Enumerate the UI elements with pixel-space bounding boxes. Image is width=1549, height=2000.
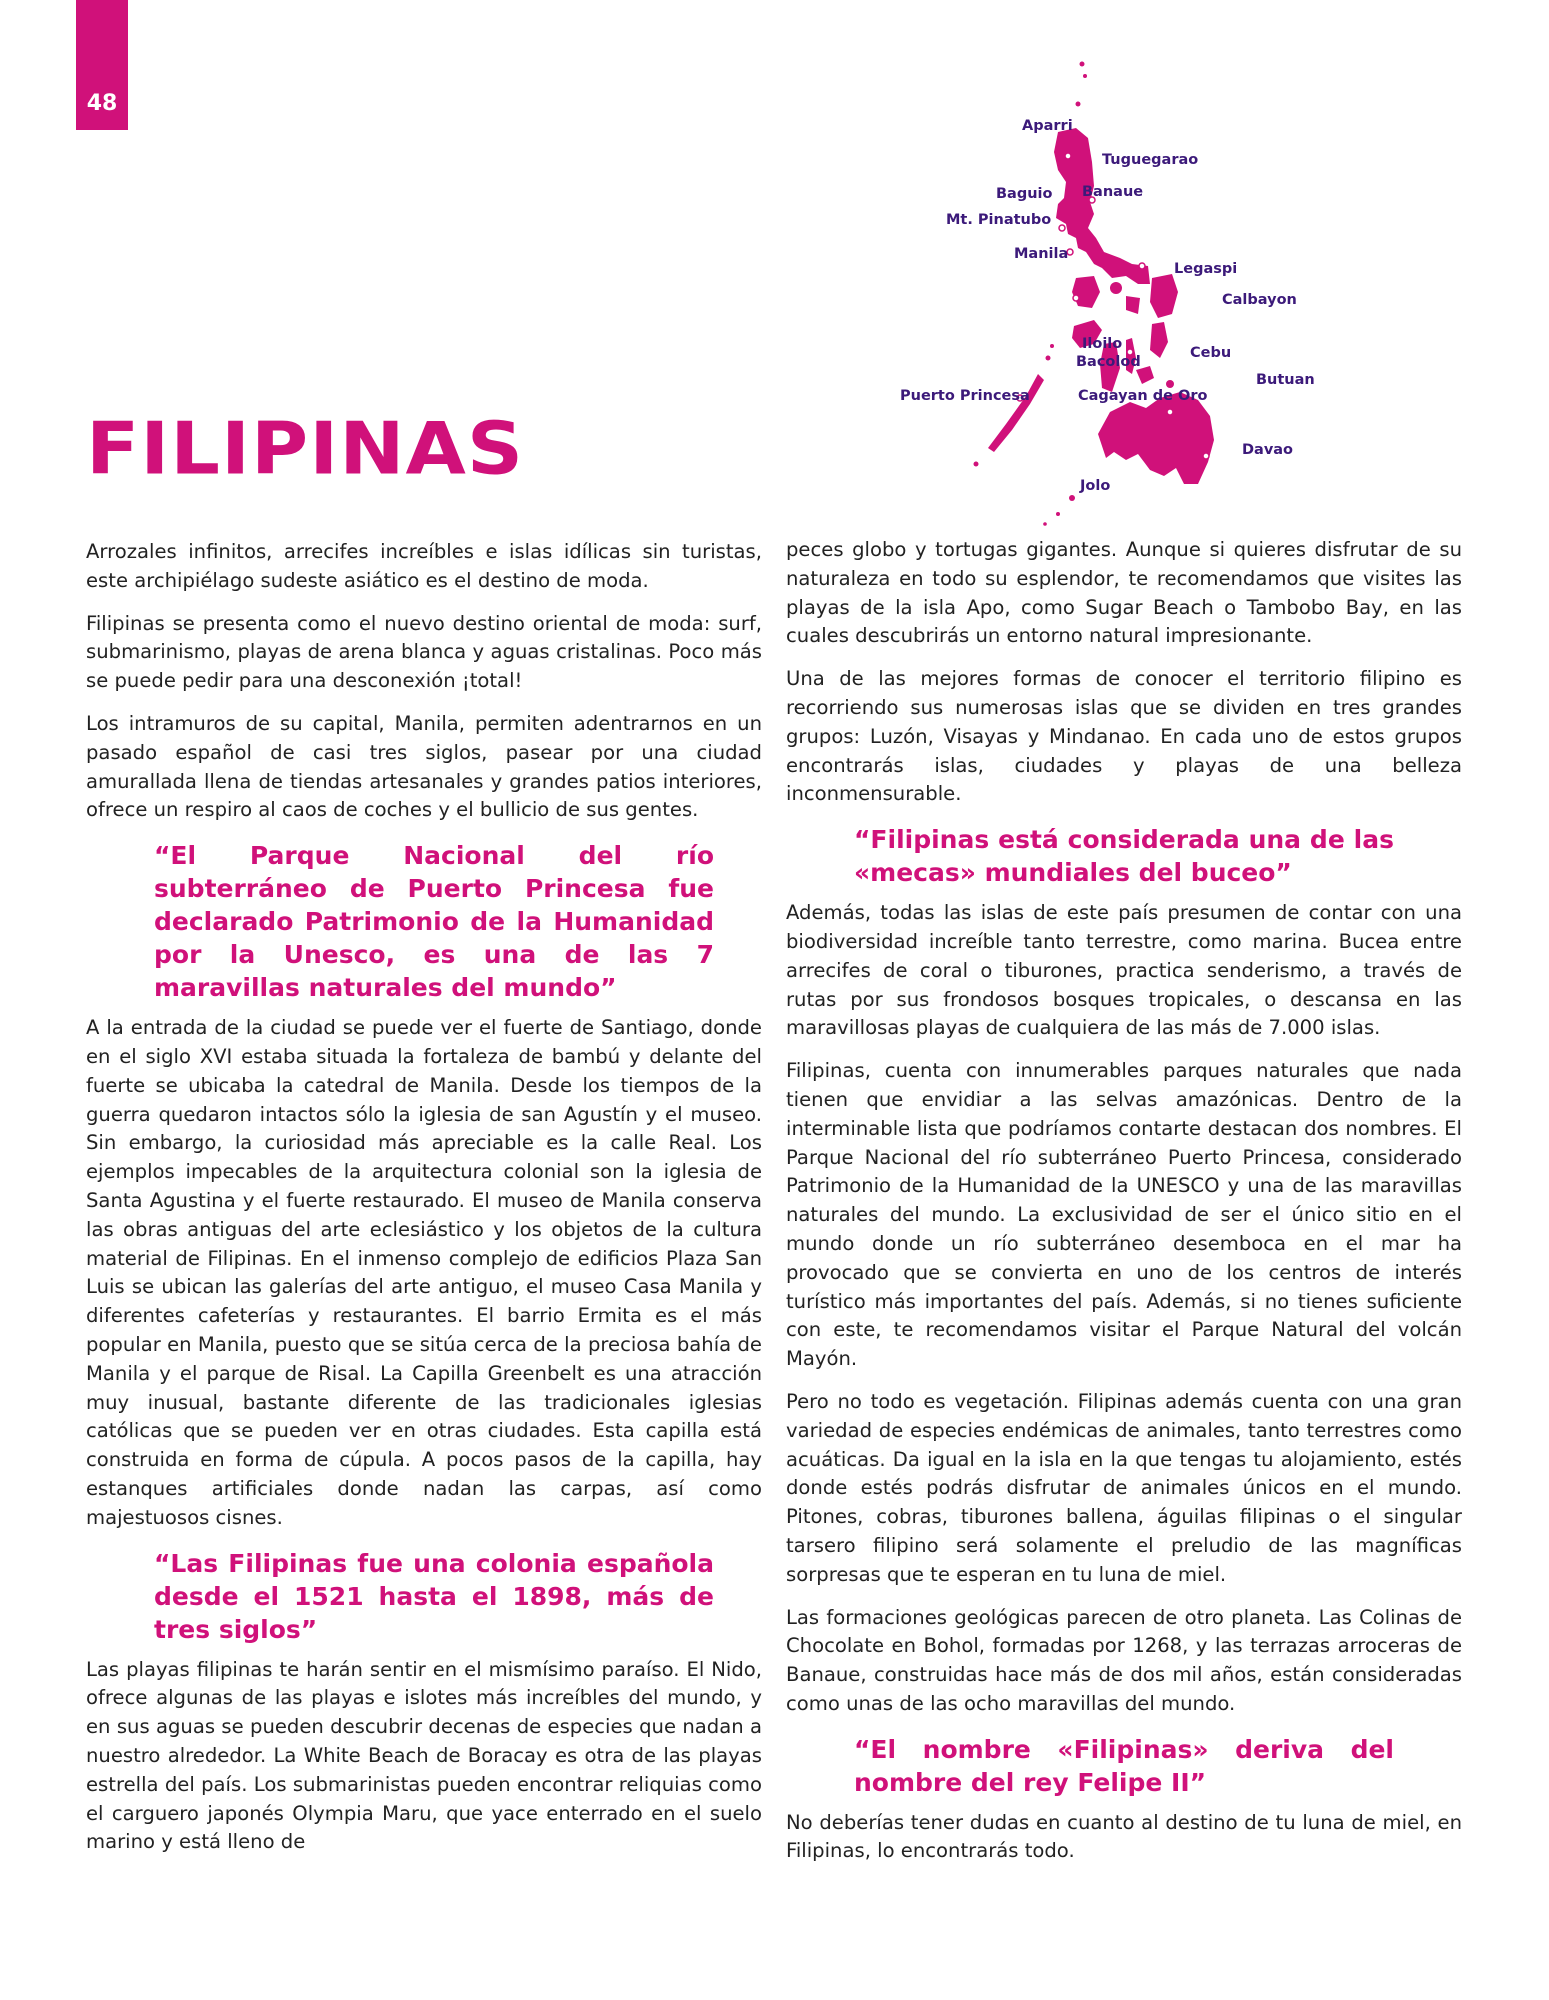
intro-paragraph: Arrozales infinitos, arrecifes increíbles e islas idílicas sin turistas, este archipiélago sudeste asiático es el destino de moda. [86,540,762,592]
map-label-manila: Manila [1014,246,1069,262]
pull-quote: “Las Filipinas fue una colonia española desde el 1521 hasta el 1898, más de tres siglos” [154,1548,714,1644]
paragraph: Además, todas las islas de este país presumen de contar con una biodiversidad increíble tanto terrestre, como marina. Bucea entre arrecifes de coral o tiburones, practica senderismo, a través de rutas por sus frondosos bosques tropicales, o descansa en las maravillosas playas de cualquiera de las más de 7.000 islas. [786,901,1462,1040]
map-label-bacolod: Bacolod [1076,354,1141,370]
map-label-baguio: Baguio [996,186,1053,202]
paragraph: Una de las mejores formas de conocer el territorio filipino es recorriendo sus numerosas islas que se dividen en tres grandes grupos: Luzón, Visayas y Mindanao. En cada uno de estos grupos encontrarás islas, ciudades y playas de una belleza inconmensurable. [786,667,1462,806]
paragraph: Las playas filipinas te harán sentir en el mismísimo paraíso. El Nido, ofrece algunas de las playas e islotes más increíbles del mundo, y en sus aguas se pueden descubrir decenas de especies que nadan a nuestro alrededor. La White Beach de Boracay es otra de las playas estrella del país. Los submarinistas pueden encontrar reliquias como el carguero japonés Olympia Maru, que yace enterrado en el suelo marino y está lleno de [86,1657,762,1854]
map-label-mt-pinatubo: Mt. Pinatubo [946,212,1052,228]
page-title: FILIPINAS [86,408,525,491]
map-label-aparri: Aparri [1022,118,1073,134]
pull-quote: “El Parque Nacional del río subterráneo de Puerto Princesa fue declarado Patrimonio de la Humanidad por la Unesco, es una de las 7 maravillas naturales del mundo” [154,841,714,1003]
paragraph: Pero no todo es vegetación. Filipinas además cuenta con una gran variedad de especies endémicas de animales, tanto terrestres como acuáticas. Da igual en la isla en la que tengas tu alojamiento, estés donde estés podrás disfrutar de animales únicos en el mundo. Pitones, cobras, tiburones ballena, águilas filipinas o el singular tarsero filipino será solamente el preludio de las magníficas sorpresas que te esperan en tu luna de miel. [786,1389,1462,1586]
paragraph: Filipinas se presenta como el nuevo destino oriental de moda: surf, submarinismo, playas de arena blanca y aguas cristalinas. Poco más se puede pedir para una desconexión ¡total! [86,611,762,693]
pull-quote: “El nombre «Filipinas» deriva del nombre del rey Felipe II” [854,1734,1394,1797]
pull-quote: “Filipinas está considerada una de las «mecas» mundiales del buceo” [854,825,1394,888]
left-column [86,538,762,1871]
map-label-davao: Davao [1242,442,1294,458]
map-label-jolo: Jolo [1080,478,1111,494]
map-label-legaspi: Legaspi [1174,261,1238,277]
paragraph: A la entrada de la ciudad se puede ver el fuerte de Santiago, donde en el siglo XVI estaba situada la fortaleza de bambú y delante del fuerte se ubicaba la catedral de Manila. Desde los tiempos de la guerra quedaron intactos sólo la iglesia de san Agustín y el museo. Sin embargo, la curiosidad más apreciable es la calle Real. Los ejemplos impecables de la arquitectura colonial son la iglesia de Santa Agustina y el fuerte restaurado. El museo de Manila conserva las obras antiguas del arte eclesiástico y los objetos de la cultura material de Filipinas. En el inmenso complejo de edificios Plaza San Luis se ubican las galerías del arte antiguo, el museo Casa Manila y diferentes cafeterías y restaurantes. El barrio Ermita es el más popular en Manila, puesto que se sitúa cerca de la preciosa bahía de Manila y el parque de Risal. La Capilla Greenbelt es una atracción muy inusual, bastante diferente de las tradicionales iglesias católicas que se pueden ver en otras ciudades. Esta capilla está construida en forma de cúpula. A pocos pasos de la capilla, hay estanques artificiales donde nadan las carpas, así como majestuosos cisnes. [86,1016,762,1529]
map-label-tuguegarao: Tuguegarao [1102,152,1199,168]
philippines-map [880,52,1340,532]
paragraph: Las formaciones geológicas parecen de otro planeta. Las Colinas de Chocolate en Bohol, formadas por 1268, y las terrazas arroceras de Banaue, construidas hace más de dos mil años, están consideradas como unas de las ocho maravillas del mundo. [786,1605,1462,1715]
map-label-iloilo: Iloilo [1082,336,1123,352]
map-label-banaue: Banaue [1082,184,1144,200]
map-label-cebu: Cebu [1190,345,1232,361]
page-number-tab [76,0,128,130]
paragraph: peces globo y tortugas gigantes. Aunque si quieres disfrutar de su naturaleza en todo su esplendor, te recomendamos que visites las playas de la isla Apo, como Sugar Beach o Tambobo Bay, en las cuales descubrirás un entorno natural impresionante. [786,538,1462,648]
page-number: 48 [86,91,118,116]
paragraph: Los intramuros de su capital, Manila, permiten adentrarnos en un pasado español de casi tres siglos, pasear por una ciudad amurallada llena de tiendas artesanales y grandes patios interiores, ofrece un respiro al caos de coches y el bullicio de sus gentes. [86,711,762,822]
map-label-cagayan-de-oro: Cagayan de Oro [1078,388,1208,404]
paragraph: Filipinas, cuenta con innumerables parques naturales que nada tienen que envidiar a las selvas amazónicas. Dentro de la interminable lista que podríamos contarte destacan dos nombres. El Parque Nacional del río subterráneo Puerto Princesa, considerado Patrimonio de la Humanidad de la UNESCO y una de las maravillas naturales del mundo. La exclusividad de ser el único sitio en el mundo donde un río subterráneo desemboca en el mar ha provocado que se convierta en uno de los centros de interés turístico más importantes del país. Además, si no tienes suficiente con este, te recomendamos visitar el Parque Natural del volcán Mayón. [786,1059,1462,1371]
map-label-butuan: Butuan [1256,372,1315,388]
right-column [786,536,1462,1880]
map-label-calbayon: Calbayon [1222,292,1297,308]
map-label-puerto-princesa: Puerto Princesa [900,388,1030,404]
closing-paragraph: No deberías tener dudas en cuanto al destino de tu luna de miel, en Filipinas, lo encontrarás todo. [786,1810,1462,1863]
